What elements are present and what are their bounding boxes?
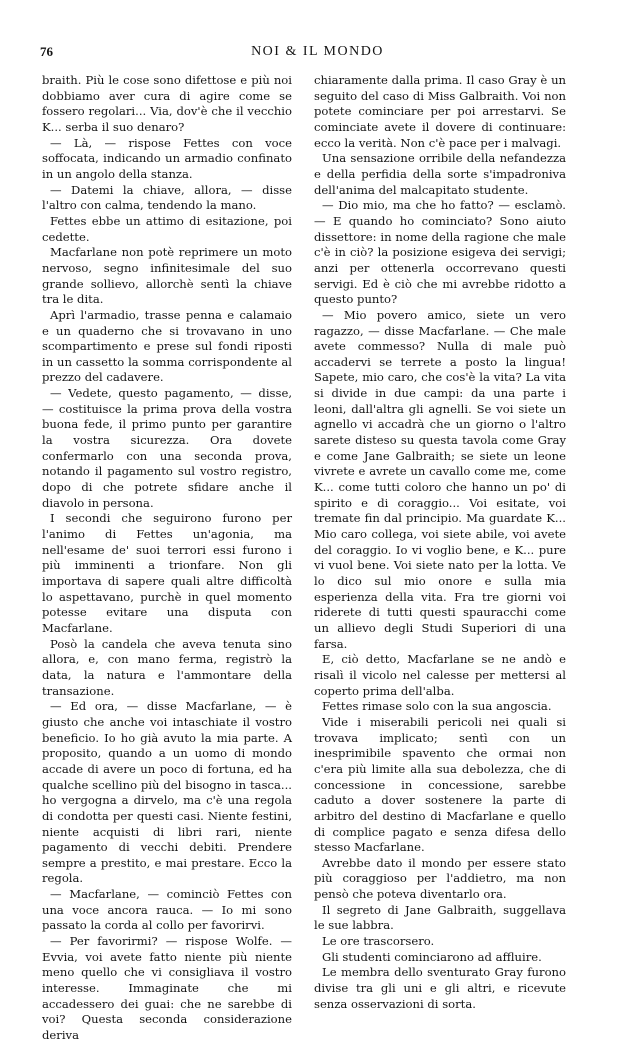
- paragraph: — Vedete, questo pagamento, — disse, — costituisce la prima prova della vostra buona fede, il primo punto per garantire la vostra sicurezza. Ora dovete confermarlo con una seconda prova, notando il pagamento sul vostro registro, dopo di che potrete sfidare anche il diavolo in persona.: [42, 386, 292, 510]
- paragraph: Fettes ebbe un attimo di esitazione, poi cedette.: [42, 213, 292, 244]
- right-column: [314, 73, 566, 1012]
- paragraph: — Ed ora, — disse Macfarlane, — è giusto che anche voi intaschiate il vostro beneficio. Io ho già avuto la mia parte. A proposito, quando a un uomo di mondo accade di avere un poco di fortuna, ed ha qualche scellino più del bisogno in tasca... ho vergogna a dirvelo, ma c'è una regola di condotta per questi casi. Niente festini, niente acquisti di libri rari, niente pagamento di vecchi debiti. Prendere sempre a prestito, e mai prestare. Ecco la regola.: [42, 699, 292, 886]
- paragraph: chiaramente dalla prima. Il caso Gray è un seguito del caso di Miss Galbraith. Voi non potete cominciare per poi arrestarvi. Se cominciate avete il dovere di continuare: ecco la verità. Non c'è pace per i malvagi.: [314, 73, 566, 150]
- paragraph: Fettes rimase solo con la sua angoscia.: [322, 699, 552, 714]
- paragraph: Le membra dello sventurato Gray furono divise tra gli uni e gli altri, e ricevute senza osservazioni di sorta.: [314, 965, 566, 1011]
- paragraph: — Datemi la chiave, allora, — disse l'altro con calma, tendendo la mano.: [42, 182, 292, 213]
- left-column: [42, 73, 292, 1044]
- paragraph: — Per favorirmi? — rispose Wolfe. — Evvia, voi avete fatto niente più niente meno quello che vi consigliava il vostro interesse. Immaginate che mi accadessero dei guai: che ne sarebbe di voi? Questa seconda considerazione deriva: [42, 934, 292, 1043]
- paragraph: Le ore trascorsero.: [322, 934, 435, 949]
- paragraph: — Mio povero amico, siete un vero ragazzo, — disse Macfarlane. — Che male avete commesso? Nulla di male può accadervi se terrete a posto la lingua! Sapete, mio caro, che cos'è la vita? La vita si divide in due campi: da una parte i leoni, dall'altra gli agnelli. Se voi siete un agnello vi accadrà che un giorno o l'altro sarete disteso su questa tavola come Gray e come Jane Galbraith; se siete un leone vivrete e avrete un cavallo come me, come K... come tutti coloro che hanno un po' di spirito e di coraggio... Voi esitate, voi tremate fin dal principio. Ma guardate K... Mio caro collega, voi siete abile, voi avete del coraggio. Io vi voglio bene, e K... pure vi vuol bene. Voi siete nato per la lotta. Ve lo dico sul mio onore e sulla mia esperienza della vita. Fra tre giorni voi riderete di tutti questi spauracchi come un allievo degli Studi Superiori di una farsa.: [314, 307, 566, 651]
- paragraph: — Dio mio, ma che ho fatto? — esclamò. — E quando ho cominciato? Sono aiuto dissettore: in nome della ragione che male c'è in ciò? la posizione esigeva dei servigi; anzi per ottenerla occorrevano questi servigi. Ed è ciò che mi avrebbe ridotto a questo punto?: [314, 198, 566, 307]
- page-header: [40, 44, 595, 64]
- paragraph: Vide i miserabili pericoli nei quali si trovava implicato; sentì con un inesprimibile spavento che ormai non c'era più limite alla sua debolezza, che di concessione in concessione, sarebbe caduto a dover sostenere la parte di arbitro del destino di Macfarlane e quello di complice pagato e senza difesa dello stesso Macfarlane.: [314, 714, 566, 855]
- paragraph: Il segreto di Jane Galbraith, suggellava le sue labbra.: [314, 902, 566, 933]
- paragraph: — Macfarlane, — cominciò Fettes con una voce ancora rauca. — Io mi sono passato la corda al collo per favorirvi.: [42, 887, 292, 933]
- paragraph: Aprì l'armadio, trasse penna e calamaio e un quaderno che si trovavano in uno scompartimento e prese sul fondi riposti in un cassetto la somma corrispondente al prezzo del cadavere.: [42, 307, 292, 385]
- paragraph: Posò la candela che aveva tenuta sino allora, e, con mano ferma, registrò la data, la natura e l'ammontare della transazione.: [42, 636, 292, 698]
- paragraph: Una sensazione orribile della nefandezza e della perfidia della sorte s'impadroniva dell'anima del malcapitato studente.: [314, 151, 566, 197]
- paragraph: E, ciò detto, Macfarlane se ne andò e risalì il vicolo nel calesse per mettersi al coperto prima dell'alba.: [314, 652, 566, 698]
- paragraph: braith. Più le cose sono difettose e più noi dobbiamo aver cura di agire come se fossero regolari... Via, dov'è che il vecchio K... serba il suo denaro?: [42, 73, 292, 134]
- paragraph: I secondi che seguirono furono per l'animo di Fettes un'agonia, ma nell'esame de' suoi terrori essi furono i più imminenti a trionfare. Non gli importava di sapere quali altre difficoltà lo aspettavano, purchè in quel momento potesse evitare una disputa con Macfarlane.: [42, 511, 292, 635]
- paragraph: Macfarlane non potè reprimere un moto nervoso, segno infinitesimale del suo grande sollievo, allorchè sentì la chiave tra le dita.: [42, 245, 292, 307]
- paragraph: — Là, — rispose Fettes con voce soffocata, indicando un armadio confinato in un angolo della stanza.: [42, 135, 292, 181]
- running-title: NOI & IL MONDO: [251, 44, 384, 59]
- paragraph: Gli studenti cominciarono ad affluire.: [322, 949, 542, 964]
- page-number: 76: [40, 44, 53, 59]
- paragraph: Avrebbe dato il mondo per essere stato più coraggioso per l'addietro, ma non pensò che poteva diventarlo ora.: [314, 855, 566, 902]
